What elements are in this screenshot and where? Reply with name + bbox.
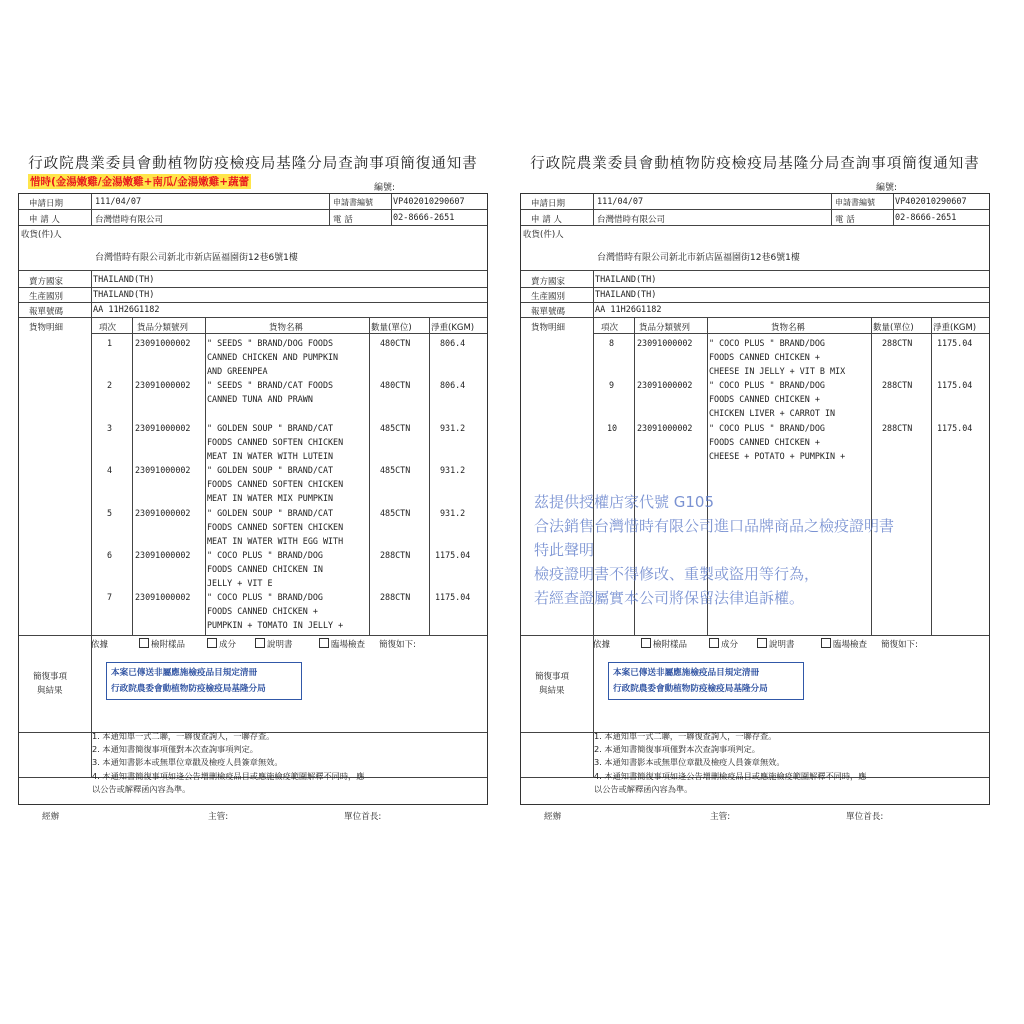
item-no: 7	[107, 592, 113, 602]
option-manual: 說明書	[255, 638, 293, 650]
label-apply-date: 申請日期	[29, 199, 64, 209]
notice-page-2	[520, 148, 990, 822]
note-item: 1. 本通知單一式二聯，一聯復查詢人，一聯存查。	[594, 731, 777, 741]
supervisor-label: 主管:	[208, 812, 229, 822]
item-code: 23091000002	[135, 550, 191, 560]
item-name: " COCO PLUS " BRAND/DOG FOODS CANNED CHICKEN IN JELLY + VIT E	[207, 550, 323, 588]
note-item: 以公告或解釋函內容為準。	[92, 783, 191, 794]
col-name: 貨物名稱	[771, 323, 806, 333]
checkbox-icon	[821, 638, 831, 648]
declaration-no: AA 11H26G1182	[93, 305, 160, 315]
serial-label: 編號:	[876, 183, 898, 193]
option-attached: 檢附樣品	[641, 638, 687, 650]
label-applicant: 申 請 人	[29, 215, 60, 225]
application-no: VP402010290607	[393, 197, 465, 207]
col-code: 貨品分類號列	[137, 323, 189, 333]
handler-label: 經辦	[544, 812, 562, 822]
label-basis: 依據	[91, 640, 109, 650]
declaration-no: AA 11H26G1182	[595, 305, 662, 315]
item-weight: 1175.04	[937, 338, 973, 348]
col-code: 貨品分類號列	[639, 323, 691, 333]
applicant: 台灣惜時有限公司	[95, 215, 164, 225]
col-item: 項次	[99, 323, 117, 333]
item-code: 23091000002	[135, 380, 191, 390]
reply-title-2: 與結果	[539, 686, 565, 696]
option-ingredients: 成分	[207, 638, 236, 650]
note-item: 3. 本通知書影本或無單位章戳及檢疫人員簽章無效。	[92, 757, 283, 768]
label-declaration-no: 報單號碼	[29, 307, 64, 317]
item-weight: 1175.04	[937, 380, 973, 390]
option-manual: 說明書	[757, 638, 795, 650]
item-weight: 806.4	[440, 380, 466, 390]
item-qty: 288CTN	[882, 423, 913, 433]
item-code: 23091000002	[135, 338, 191, 348]
item-qty: 485CTN	[380, 508, 411, 518]
label-declaration-no: 報單號碼	[531, 307, 566, 317]
document-title: 行政院農業委員會動植物防疫檢疫局基隆分局查詢事項簡復通知書	[530, 156, 980, 172]
item-no: 3	[107, 423, 113, 433]
reply-title-1: 簡復事項	[535, 672, 570, 682]
reply-title-2: 與結果	[37, 686, 63, 696]
item-qty: 288CTN	[380, 592, 411, 602]
notes-list	[594, 730, 866, 796]
item-weight: 931.2	[440, 423, 466, 433]
quarantine-stamp: 本案已傳送非屬應施檢疫品目規定清冊 行政院農委會動植物防疫檢疫局基隆分局	[608, 662, 804, 700]
item-name: " COCO PLUS " BRAND/DOG FOODS CANNED CHICKEN + CHEESE + POTATO + PUMPKIN +	[709, 423, 846, 461]
item-name: " COCO PLUS " BRAND/DOG FOODS CANNED CHICKEN + CHICKEN LIVER + CARROT IN	[709, 380, 836, 418]
label-apply-date: 申請日期	[531, 199, 566, 209]
label-goods-detail: 貨物明細	[29, 323, 64, 333]
col-qty: 數量(單位)	[371, 323, 412, 333]
item-weight: 1175.04	[937, 423, 973, 433]
label-phone: 電 話	[835, 215, 855, 225]
phone: 02-8666-2651	[393, 213, 455, 223]
checkbox-icon	[709, 638, 719, 648]
item-weight: 806.4	[440, 338, 466, 348]
consignee-address: 台灣惜時有限公司新北市新店區福園街12巷6號1樓	[597, 253, 800, 263]
checkbox-icon	[207, 638, 217, 648]
checkbox-icon	[757, 638, 767, 648]
note-item: 2. 本通知書簡復事項僅對本次查詢事項判定。	[594, 744, 760, 755]
col-weight: 淨重(KGM)	[933, 323, 977, 333]
reply-suffix: 簡復如下:	[379, 640, 416, 650]
label-application-no: 申請書編號	[835, 198, 875, 207]
item-code: 23091000002	[135, 465, 191, 475]
item-no: 10	[607, 423, 618, 433]
supervisor-label: 主管:	[710, 812, 731, 822]
serial-label: 編號:	[374, 183, 396, 193]
label-phone: 電 話	[333, 215, 353, 225]
item-code: 23091000002	[637, 380, 693, 390]
apply-date: 111/04/07	[597, 197, 644, 207]
label-origin-country: 賣方國家	[531, 277, 566, 287]
item-no: 4	[107, 465, 113, 475]
label-consignee: 收貨(件)人	[523, 230, 564, 240]
item-weight: 1175.04	[435, 592, 471, 602]
option-attached: 檢附樣品	[139, 638, 185, 650]
item-qty: 485CTN	[380, 465, 411, 475]
col-item: 項次	[601, 323, 619, 333]
item-name: " COCO PLUS " BRAND/DOG FOODS CANNED CHICKEN + PUMPKIN + TOMATO IN JELLY +	[207, 592, 344, 630]
note-item: 4. 本通知書簡復事項如逢公告增刪檢疫品目或應施檢疫範圍解釋不同時，應	[594, 770, 867, 781]
label-production-country: 生產國別	[29, 292, 64, 302]
item-qty: 480CTN	[380, 338, 411, 348]
consignee-address: 台灣惜時有限公司新北市新店區福園街12巷6號1樓	[95, 253, 298, 263]
col-qty: 數量(單位)	[873, 323, 914, 333]
label-goods-detail: 貨物明細	[531, 323, 566, 333]
item-no: 6	[107, 550, 113, 560]
form-table	[18, 193, 488, 805]
notice-page-1	[18, 148, 488, 822]
item-name: " GOLDEN SOUP " BRAND/CAT FOODS CANNED SOFTEN CHICKEN MEAT IN WATER MIX PUMPKIN	[207, 465, 344, 503]
item-no: 5	[107, 508, 113, 518]
item-qty: 485CTN	[380, 423, 411, 433]
col-weight: 淨重(KGM)	[431, 323, 475, 333]
production-country: THAILAND(TH)	[595, 290, 657, 300]
checkbox-icon	[319, 638, 329, 648]
origin-country: THAILAND(TH)	[93, 275, 155, 285]
item-code: 23091000002	[135, 592, 191, 602]
applicant: 台灣惜時有限公司	[597, 215, 666, 225]
item-weight: 931.2	[440, 465, 466, 475]
handler-label: 經辦	[42, 812, 60, 822]
apply-date: 111/04/07	[95, 197, 142, 207]
item-no: 8	[609, 338, 615, 348]
option-inspection: 臨場檢查	[319, 638, 365, 650]
item-qty: 480CTN	[380, 380, 411, 390]
label-basis: 依據	[593, 640, 611, 650]
checkbox-icon	[139, 638, 149, 648]
item-no: 9	[609, 380, 615, 390]
item-weight: 1175.04	[435, 550, 471, 560]
authorization-watermark: 茲提供授權店家代號 G105 合法銷售台灣惜時有限公司進口品牌商品之檢疫證明書 特此聲明 檢疫證明書不得修改、重製或盜用等行為， 若經查證屬實本公司將保留法律追訴權。	[534, 493, 895, 607]
notes-list	[92, 730, 364, 796]
phone: 02-8666-2651	[895, 213, 957, 223]
unit-chief-label: 單位首長:	[344, 812, 382, 822]
label-application-no: 申請書編號	[333, 198, 373, 207]
item-code: 23091000002	[637, 338, 693, 348]
document-title: 行政院農業委員會動植物防疫檢疫局基隆分局查詢事項簡復通知書	[28, 156, 478, 172]
item-weight: 931.2	[440, 508, 466, 518]
note-item: 2. 本通知書簡復事項僅對本次查詢事項判定。	[92, 744, 258, 755]
item-no: 1	[107, 338, 113, 348]
origin-country: THAILAND(TH)	[595, 275, 657, 285]
note-item: 3. 本通知書影本或無單位章戳及檢疫人員簽章無效。	[594, 757, 785, 768]
checkbox-icon	[641, 638, 651, 648]
label-applicant: 申 請 人	[531, 215, 562, 225]
reply-title-1: 簡復事項	[33, 672, 68, 682]
label-origin-country: 賣方國家	[29, 277, 64, 287]
option-ingredients: 成分	[709, 638, 738, 650]
checkbox-icon	[255, 638, 265, 648]
col-name: 貨物名稱	[269, 323, 304, 333]
item-code: 23091000002	[135, 423, 191, 433]
item-name: " GOLDEN SOUP " BRAND/CAT FOODS CANNED SOFTEN CHICKEN MEAT IN WATER WITH EGG WITH	[207, 508, 344, 546]
highlight-note: 惜時(金湯嫩雞/金湯嫩雞+南瓜/金湯嫩雞+蔬蕾	[30, 176, 250, 188]
production-country: THAILAND(TH)	[93, 290, 155, 300]
note-item: 以公告或解釋函內容為準。	[594, 783, 693, 794]
item-name: " SEEDS " BRAND/CAT FOODS CANNED TUNA AND PRAWN	[207, 380, 334, 404]
application-no: VP402010290607	[895, 197, 967, 207]
note-item: 1. 本通知單一式二聯，一聯復查詢人，一聯存查。	[92, 731, 275, 741]
item-name: " GOLDEN SOUP " BRAND/CAT FOODS CANNED SOFTEN CHICKEN MEAT IN WATER WITH LUTEIN	[207, 423, 344, 461]
label-consignee: 收貨(件)人	[21, 230, 62, 240]
quarantine-stamp: 本案已傳送非屬應施檢疫品目規定清冊 行政院農委會動植物防疫檢疫局基隆分局	[106, 662, 302, 700]
unit-chief-label: 單位首長:	[846, 812, 884, 822]
item-qty: 288CTN	[882, 380, 913, 390]
note-item: 4. 本通知書簡復事項如逢公告增刪檢疫品目或應施檢疫範圍解釋不同時，應	[92, 770, 365, 781]
reply-suffix: 簡復如下:	[881, 640, 918, 650]
item-code: 23091000002	[637, 423, 693, 433]
item-qty: 288CTN	[380, 550, 411, 560]
item-name: " SEEDS " BRAND/DOG FOODS CANNED CHICKEN AND PUMPKIN AND GREENPEA	[207, 338, 339, 376]
item-name: " COCO PLUS " BRAND/DOG FOODS CANNED CHICKEN + CHEESE IN JELLY + VIT B MIX	[709, 338, 846, 376]
item-qty: 288CTN	[882, 338, 913, 348]
item-no: 2	[107, 380, 113, 390]
label-production-country: 生產國別	[531, 292, 566, 302]
option-inspection: 臨場檢查	[821, 638, 867, 650]
item-code: 23091000002	[135, 508, 191, 518]
